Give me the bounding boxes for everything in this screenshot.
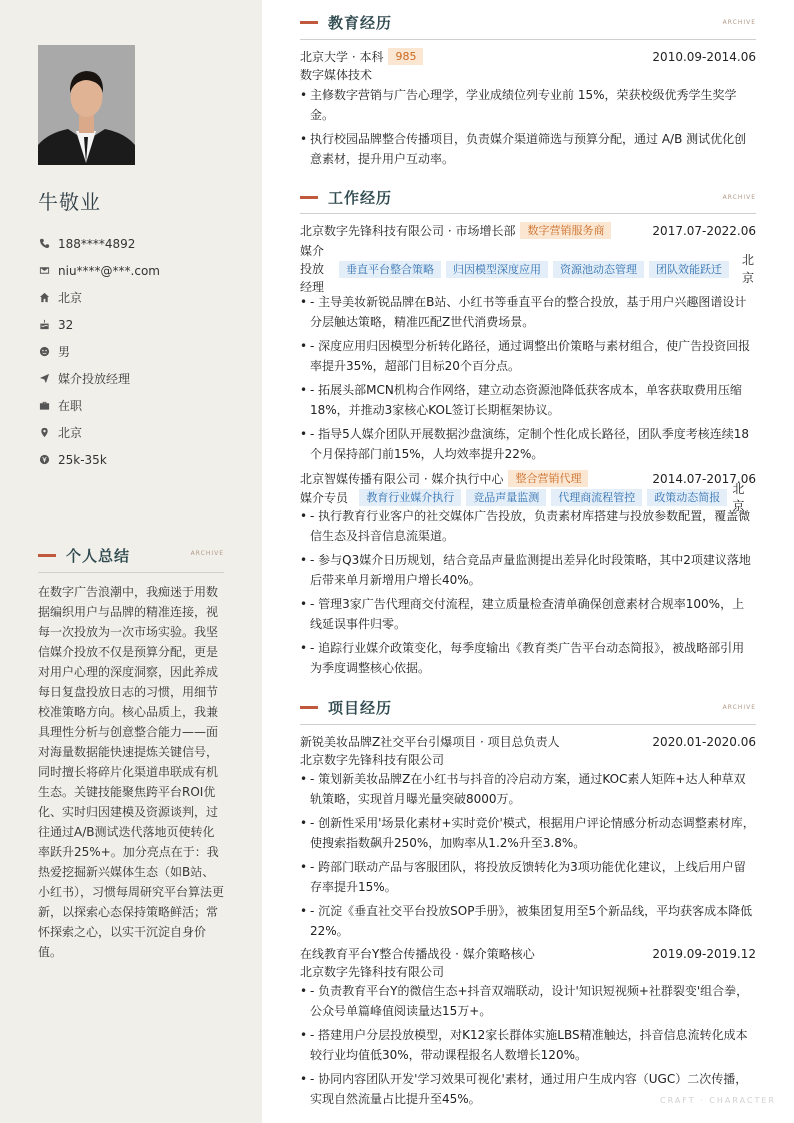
summary-heading [38, 545, 224, 566]
education-section [300, 47, 756, 173]
project-header-row [300, 944, 756, 963]
list-item: • - 拓展头部MCN机构合作网络，建立动态资源池降低获客成本，单客获取费用压缩18%，并推动3家核心KOL签订长期框架协议。 [300, 380, 756, 420]
info-position-text: 媒介投放经理 [58, 372, 131, 386]
skill-chip: 资源池动态管理 [553, 261, 644, 278]
project-name: 新锐美妆品牌Z社交平台引爆项目 · 项目总负责人 [300, 735, 560, 749]
school-badge: 985 [388, 48, 423, 65]
company-badge: 整合营销代理 [508, 470, 588, 487]
info-phone [38, 230, 248, 257]
info-location-text: 北京 [58, 426, 83, 440]
education-heading [300, 12, 756, 33]
heading-accent-bar [300, 706, 318, 709]
profile-photo [38, 45, 135, 165]
projects-title: 项目经历 [328, 699, 393, 717]
job-role: 媒介投放经理 [300, 244, 325, 294]
info-age [38, 311, 248, 338]
summary-divider [38, 572, 224, 573]
work-tag: ARCHIVE [722, 194, 756, 201]
list-item: • - 负责教育平台Y的微信生态+抖音双端联动，设计'知识短视频+社群裂变'组合拳，公众号单篇峰值阅读量达15万+。 [300, 981, 756, 1021]
watermark: CRAFT · CHARACTER [660, 1096, 776, 1105]
list-item: • - 创新性采用'场景化素材+实时竞价'模式，根据用户评论情感分析动态调整素材库，使搜索指数飙升250%，加购率从1.2%升至3.8%。 [300, 813, 756, 853]
list-item: • - 跨部门联动产品与客服团队，将投放反馈转化为3项功能优化建议，上线后用户留存率提升15%。 [300, 857, 756, 897]
job-skill-chips [351, 489, 732, 506]
project-period: 2019.09-2019.12 [652, 946, 756, 961]
project-org: 北京数字先锋科技有限公司 [300, 965, 445, 979]
info-gender-text: 男 [58, 345, 71, 359]
project-entry [300, 732, 756, 945]
home-icon [38, 292, 50, 304]
list-item: • - 参与Q3媒介日历规划，结合竞品声量监测提出差异化时段策略，其中2项建议落地后带来单月新增用户增长40%。 [300, 550, 756, 590]
education-header-row [300, 47, 756, 66]
summary-tag: ARCHIVE [190, 550, 224, 557]
heading-accent-bar [300, 196, 318, 199]
education-tag: ARCHIVE [722, 19, 756, 26]
skill-chip: 团队效能跃迁 [649, 261, 729, 278]
info-home-text: 北京 [58, 291, 83, 305]
info-email [38, 257, 248, 284]
list-item: • - 搭建用户分层投放模型，对K12家长群体实施LBS精准触达，抖音信息流转化成本较行业均值低30%，带动课程报名人数增长120%。 [300, 1025, 756, 1065]
project-entry [300, 944, 756, 1113]
list-item: • 执行校园品牌整合传播项目，负责媒介渠道筛选与预算分配，通过 A/B 测试优化创意素材，提升用户互动率。 [300, 129, 756, 169]
briefcase-icon [38, 400, 50, 412]
job-role: 媒介专员 [300, 490, 349, 505]
job-period: 2014.07-2017.06 [652, 471, 756, 486]
job-city: 北京 [732, 482, 745, 513]
list-item: • - 主导美妆新锐品牌在B站、小红书等垂直平台的整合投放，基于用户兴趣图谱设计分层触达策略，精准匹配Z世代消费场景。 [300, 292, 756, 332]
skill-chip: 政策动态简报 [647, 489, 727, 506]
project-name: 在线教育平台Y整合传播战役 · 媒介策略核心 [300, 947, 535, 961]
sidebar [0, 0, 262, 1123]
job-header-row [300, 221, 756, 240]
job-bullets [300, 292, 756, 464]
personal-info-list [38, 230, 248, 473]
work-heading [300, 187, 756, 208]
skill-chip: 代理商流程管控 [551, 489, 642, 506]
list-item: • - 协同内容团队开发'学习效果可视化'素材，通过用户生成内容（UGC）二次传播，实现自然流量占比提升至45%。 [300, 1069, 756, 1109]
project-bullets [300, 981, 756, 1109]
list-item: • - 策划新美妆品牌Z在小红书与抖音的冷启动方案，通过KOC素人矩阵+达人种草双轨策略，实现首月曝光量突破8000万。 [300, 769, 756, 809]
info-home [38, 284, 248, 311]
list-item: • - 指导5人媒介团队开展数据沙盘演练，定制个性化成长路径，团队季度考核连续18个月保持部门前15%，人均效率提升22%。 [300, 424, 756, 464]
info-salary-text: 25k-35k [58, 452, 107, 467]
summary-title: 个人总结 [66, 547, 131, 565]
gender-icon [38, 346, 50, 358]
info-status [38, 392, 248, 419]
school-name: 北京大学 · 本科 [300, 50, 384, 64]
job-entry [300, 469, 756, 682]
skill-chip: 归因模型深度应用 [446, 261, 548, 278]
project-org: 北京数字先锋科技有限公司 [300, 753, 445, 767]
summary-text: 在数字广告浪潮中，我痴迷于用数据编织用户与品牌的精准连接，视每一次投放为一次市场实验。我坚信媒介投放不仅是预算分配，更是对用户心理的深度洞察，因此养成每日复盘投放日志的习惯，用细节校准策略方向。核心品质上，我兼具理性分析与创意整合能力——面对海量数据能快速提炼关键信号，同时擅长将碎片化渠道串联成有机生态。关键技能聚焦跨平台ROI优化、实时归因建模及资源谈判，过往通过A/B测试迭代落地页使转化率跃升25%+。加分亮点在于：我热爱挖掘新兴媒体生态（如B站、小红书），习惯每周研究平台算法更新，以探索心态保持策略鲜活；常怀探索之心，以实干沉淀自身价值。 [38, 585, 225, 959]
job-role-row [300, 240, 756, 298]
skill-chip: 垂直平台整合策略 [339, 261, 441, 278]
job-role-row [300, 482, 756, 513]
cake-icon [38, 319, 50, 331]
education-title: 教育经历 [328, 14, 393, 32]
job-header-row [300, 469, 756, 488]
job-skill-chips [330, 261, 742, 278]
projects-tag: ARCHIVE [722, 704, 756, 711]
company-badge: 数字营销服务商 [520, 222, 611, 239]
project-header-row [300, 732, 756, 751]
info-status-text: 在职 [58, 399, 83, 413]
project-bullets [300, 769, 756, 941]
education-divider [300, 39, 756, 40]
list-item: • - 深度应用归因模型分析转化路径，通过调整出价策略与素材组合，使广告投资回报率提升35%，超部门目标20个百分点。 [300, 336, 756, 376]
heading-accent-bar [38, 554, 56, 557]
job-company: 北京数字先锋科技有限公司 · 市场增长部 [300, 224, 516, 238]
education-period: 2010.09-2014.06 [652, 49, 756, 64]
job-bullets [300, 506, 756, 678]
info-age-text: 32 [58, 317, 74, 332]
projects-divider [300, 724, 756, 725]
work-divider [300, 213, 756, 214]
skill-chip: 竞品声量监测 [466, 489, 546, 506]
info-gender [38, 338, 248, 365]
list-item: • 主修数字营销与广告心理学，学业成绩位列专业前 15%，荣获校级优秀学生奖学金。 [300, 85, 756, 125]
job-city: 北京 [742, 253, 755, 285]
candidate-name: 牛敬业 [38, 190, 101, 214]
education-major: 数字媒体技术 [300, 68, 373, 82]
list-item: • - 沉淀《垂直社交平台投放SOP手册》，被集团复用至5个新品线，平均获客成本降低22%。 [300, 901, 756, 941]
heading-accent-bar [300, 21, 318, 24]
info-position [38, 365, 248, 392]
list-item: • - 追踪行业媒介政策变化，每季度输出《教育类广告平台动态简报》，被战略部引用为季度调整核心依据。 [300, 638, 756, 678]
project-period: 2020.01-2020.06 [652, 734, 756, 749]
info-salary [38, 446, 248, 473]
salary-icon [38, 454, 50, 466]
phone-icon [38, 238, 50, 250]
skill-chip: 教育行业媒介执行 [359, 489, 461, 506]
education-bullets [300, 85, 756, 169]
list-item: • - 执行教育行业客户的社交媒体广告投放，负责素材库搭建与投放参数配置，覆盖微信生态及抖音信息流渠道。 [300, 506, 756, 546]
info-location [38, 419, 248, 446]
info-phone-text: 188****4892 [58, 236, 136, 251]
projects-heading [300, 697, 756, 718]
job-period: 2017.07-2022.06 [652, 223, 756, 238]
info-email-text: niu****@***.com [58, 263, 160, 278]
location-pin-icon [38, 427, 50, 439]
work-title: 工作经历 [328, 189, 393, 207]
list-item: • - 管理3家广告代理商交付流程，建立质量检查清单确保创意素材合规率100%，上线延误事件归零。 [300, 594, 756, 634]
job-entry [300, 221, 756, 468]
job-company: 北京智媒传播有限公司 · 媒介执行中心 [300, 472, 504, 486]
email-icon [38, 265, 50, 277]
send-icon [38, 373, 50, 385]
